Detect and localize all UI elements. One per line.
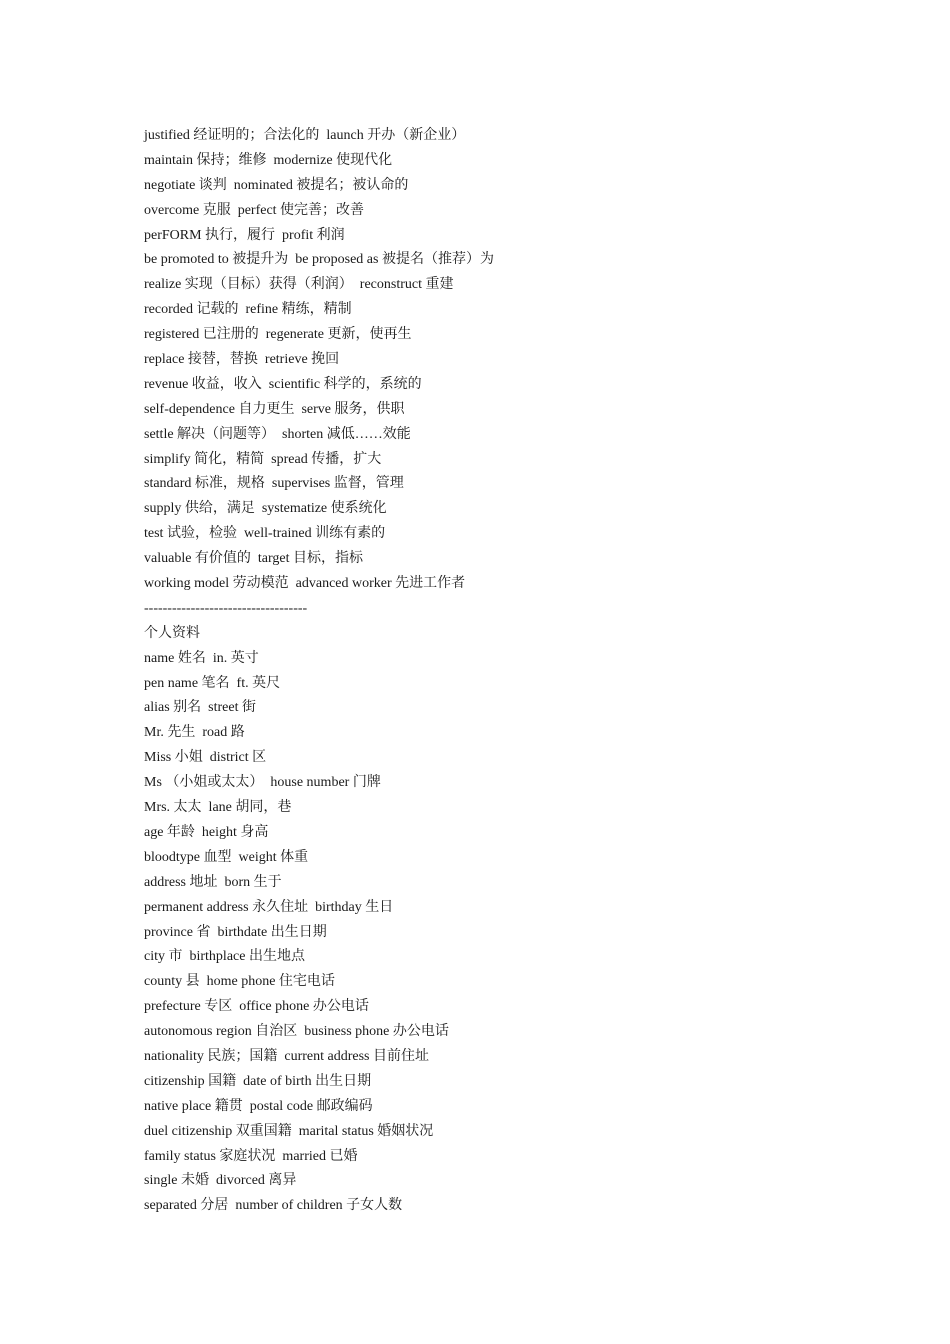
- text-line: name 姓名 in. 英寸: [144, 650, 259, 666]
- text-line: simplify 简化，精简 spread 传播，扩大: [144, 451, 382, 467]
- text-line: self-dependence 自力更生 serve 服务，供职: [144, 401, 405, 417]
- text-line: separated 分居 number of children 子女人数: [144, 1198, 403, 1214]
- text-line: citizenship 国籍 date of birth 出生日期: [144, 1073, 372, 1089]
- text-line: age 年龄 height 身高: [144, 824, 269, 840]
- text-line: autonomous region 自治区 business phone 办公电话: [144, 1024, 449, 1040]
- text-line: be promoted to 被提升为 be proposed as 被提名（推荐）为: [144, 252, 494, 268]
- text-line: pen name 笔名 ft. 英尺: [144, 675, 281, 691]
- text-line: Miss 小姐 district 区: [144, 750, 267, 766]
- text-line: realize 实现（目标）获得（利润） reconstruct 重建: [144, 277, 454, 293]
- text-line: Mr. 先生 road 路: [144, 725, 245, 741]
- text-line: valuable 有价值的 target 目标，指标: [144, 551, 364, 567]
- text-line: permanent address 永久住址 birthday 生日: [144, 899, 394, 915]
- vocabulary-list: [144, 124, 844, 1219]
- text-line: supply 供给，满足 systematize 使系统化: [144, 501, 387, 517]
- text-line: settle 解决（问题等） shorten 减低……效能: [144, 426, 411, 442]
- text-line: working model 劳动模范 advanced worker 先进工作者: [144, 576, 466, 592]
- text-line: negotiate 谈判 nominated 被提名；被认命的: [144, 177, 409, 193]
- text-line: family status 家庭状况 married 已婚: [144, 1148, 358, 1164]
- text-line: alias 别名 street 街: [144, 700, 256, 716]
- text-line: test 试验，检验 well-trained 训练有素的: [144, 526, 386, 542]
- text-line: county 县 home phone 住宅电话: [144, 974, 335, 990]
- text-line: replace 接替，替换 retrieve 挽回: [144, 352, 340, 368]
- text-line: nationality 民族；国籍 current address 目前住址: [144, 1048, 430, 1064]
- text-line: registered 已注册的 regenerate 更新，使再生: [144, 327, 412, 343]
- text-line: native place 籍贯 postal code 邮政编码: [144, 1098, 373, 1114]
- text-line: duel citizenship 双重国籍 marital status 婚姻状况: [144, 1123, 434, 1139]
- text-line: address 地址 born 生于: [144, 874, 282, 890]
- section-divider: -----------------------------------: [144, 600, 308, 616]
- text-line: justified 经证明的；合法化的 launch 开办（新企业）: [144, 128, 466, 143]
- text-line: overcome 克服 perfect 使完善；改善: [144, 202, 365, 218]
- text-line: city 市 birthplace 出生地点: [144, 949, 305, 965]
- text-line: perFORM 执行，履行 profit 利润: [144, 227, 345, 243]
- text-line: Mrs. 太太 lane 胡同，巷: [144, 800, 292, 816]
- text-line: recorded 记载的 refine 精练，精制: [144, 302, 352, 318]
- text-line: Ms （小姐或太太） house number 门牌: [144, 775, 381, 791]
- section-heading: 个人资料: [144, 625, 200, 641]
- text-line: single 未婚 divorced 离异: [144, 1173, 297, 1189]
- text-line: prefecture 专区 office phone 办公电话: [144, 999, 369, 1015]
- text-line: bloodtype 血型 weight 体重: [144, 849, 309, 865]
- text-line: province 省 birthdate 出生日期: [144, 924, 327, 940]
- text-line: revenue 收益，收入 scientific 科学的，系统的: [144, 376, 422, 392]
- text-line: maintain 保持；维修 modernize 使现代化: [144, 152, 393, 168]
- text-line: standard 标准，规格 supervises 监督，管理: [144, 476, 404, 492]
